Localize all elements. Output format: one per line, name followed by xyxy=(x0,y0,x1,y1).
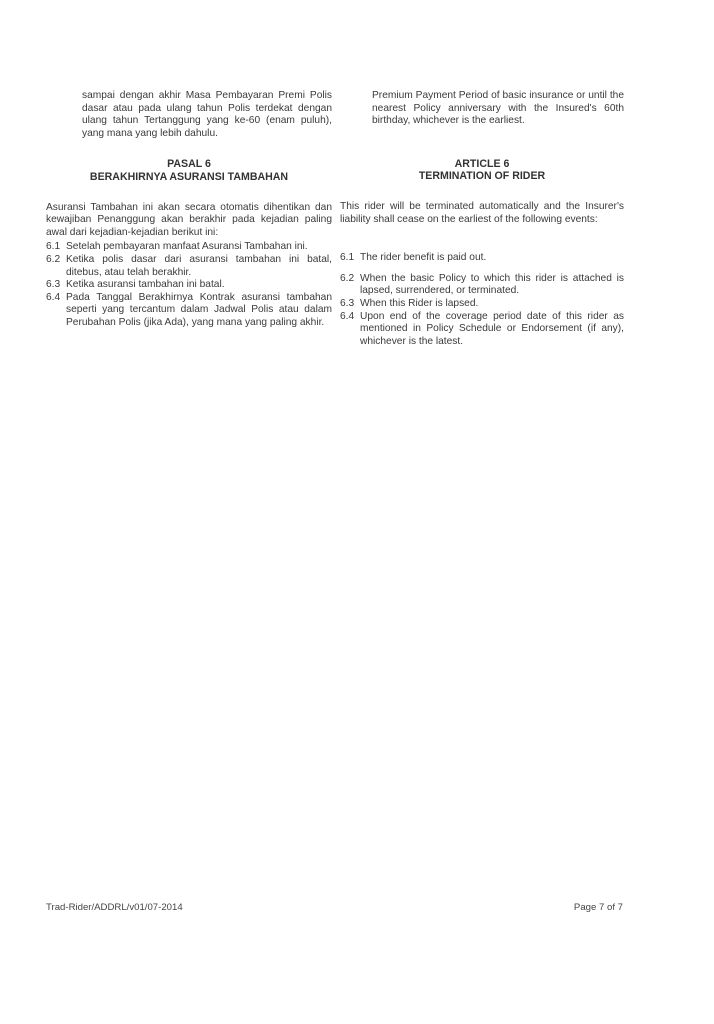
list-item-text: When the basic Policy to which this rider is attached is lapsed, surrendered, or terminated. xyxy=(360,272,624,297)
list-item-number: 6.4 xyxy=(340,310,355,322)
list-item xyxy=(340,252,624,265)
list-item-number: 6.4 xyxy=(46,291,61,303)
list-item-text: Ketika asuransi tambahan ini batal. xyxy=(66,279,225,291)
list-item-number: 6.3 xyxy=(340,297,355,309)
left-continuation-text: sampai dengan akhir Masa Pembayaran Premi Polis dasar atau pada ulang tahun Polis terdekat dengan ulang tahun Tertanggung yang ke-60 (enam puluh), yang mana yang lebih dahulu. xyxy=(82,90,332,139)
document-code: Trad-Rider/ADDRL/v01/07-2014 xyxy=(46,902,183,913)
list-item-text: When this Rider is lapsed. xyxy=(360,297,479,309)
list-item xyxy=(46,292,332,330)
list-item-text: Ketika polis dasar dari asuransi tambahan ini batal, ditebus, atau telah berakhir. xyxy=(66,253,332,278)
left-column xyxy=(46,90,332,330)
left-heading-title: BERAKHIRNYA ASURANSI TAMBAHAN xyxy=(89,170,289,183)
list-item-text: Pada Tanggal Berakhirnya Kontrak asuransi tambahan seperti yang tercantum dalam Jadwal Polis atau dalam Perubahan Polis (jika Ada), yang mana yang paling akhir. xyxy=(66,291,332,328)
right-article-heading xyxy=(340,158,624,183)
right-continuation-text: Premium Payment Period of basic insurance or until the nearest Policy anniversary with the Insured's 60th birthday, whichever is the earliest. xyxy=(372,90,624,127)
right-event-list xyxy=(340,252,624,348)
list-item-number: 6.3 xyxy=(46,279,61,291)
list-item-number: 6.1 xyxy=(340,252,355,264)
left-article-heading xyxy=(46,158,332,183)
page-number: Page 7 of 7 xyxy=(573,902,623,913)
list-item-number: 6.1 xyxy=(46,241,61,253)
list-item-text: Upon end of the coverage period date of this rider as mentioned in Policy Schedule or Endorsement (if any), whichever is the latest. xyxy=(360,310,624,347)
list-item-text: The rider benefit is paid out. xyxy=(360,252,487,264)
left-heading-number: PASAL 6 xyxy=(167,158,211,171)
right-intro-paragraph: This rider will be terminated automatically and the Insurer's liability shall cease on the earliest of the following events: xyxy=(340,200,624,225)
list-item-number: 6.2 xyxy=(340,272,355,284)
list-item xyxy=(46,254,332,279)
right-column xyxy=(340,90,624,348)
list-item-number: 6.2 xyxy=(46,253,61,265)
list-item-text: Setelah pembayaran manfaat Asuransi Tambahan ini. xyxy=(66,241,308,253)
right-heading-title: TERMINATION OF RIDER xyxy=(418,170,546,183)
list-item xyxy=(46,279,332,292)
right-heading-number: ARTICLE 6 xyxy=(454,157,510,170)
list-item xyxy=(340,273,624,298)
list-item xyxy=(340,298,624,311)
left-event-list xyxy=(46,241,332,329)
list-item xyxy=(340,311,624,349)
left-intro-paragraph: Asuransi Tambahan ini akan secara otomatis dihentikan dan kewajiban Penanggung akan berakhir pada kejadian paling awal dari kejadian-kejadian berikut ini: xyxy=(46,201,332,238)
list-item xyxy=(46,241,332,254)
